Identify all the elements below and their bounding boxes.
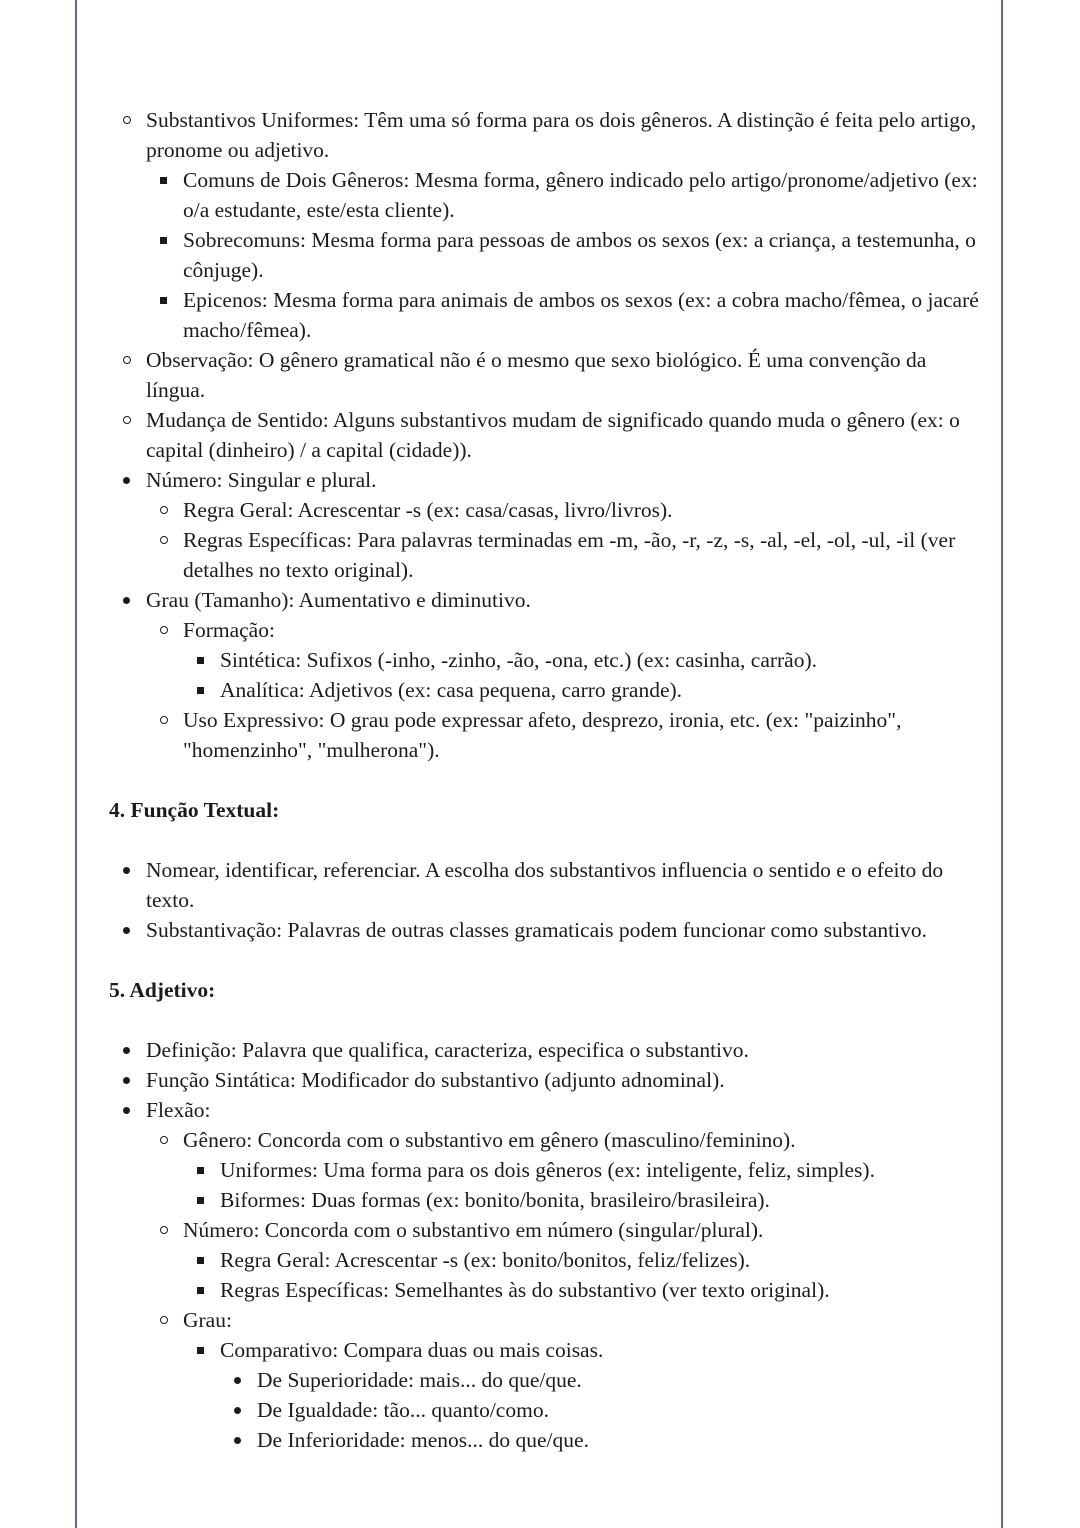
list-item: [146, 285, 979, 345]
list-item-text: Definição: Palavra que qualifica, caracteriza, especifica o substantivo.: [146, 1038, 749, 1062]
list-item-text: De Inferioridade: menos... do que/que.: [257, 1428, 589, 1452]
substantivo-flexao-list: [109, 465, 979, 765]
list-item: [146, 525, 979, 585]
list-item: [220, 1425, 979, 1455]
list-item: [146, 615, 979, 705]
uniformes-sub-list: [146, 165, 979, 345]
list-item-text: Mudança de Sentido: Alguns substantivos mudam de significado quando muda o gênero (ex: o capital (dinheiro) / a capital (cidade)).: [146, 408, 960, 462]
list-item-text: Epicenos: Mesma forma para animais de ambos os sexos (ex: a cobra macho/fêmea, o jacaré macho/fêmea).: [183, 288, 979, 342]
list-item-text: Comparativo: Compara duas ou mais coisas.: [220, 1338, 604, 1362]
list-item-text: Flexão:: [146, 1098, 211, 1122]
list-item: [146, 225, 979, 285]
list-item: [183, 1185, 979, 1215]
list-item-text: Uniformes: Uma forma para os dois gêneros (ex: inteligente, feliz, simples).: [220, 1158, 875, 1182]
list-item: [183, 1155, 979, 1185]
flexao-item: [109, 1095, 979, 1455]
grau-item: [109, 585, 979, 765]
list-item-text: Substantivos Uniformes: Têm uma só forma para os dois gêneros. A distinção é feita pelo artigo, pronome ou adjetivo.: [146, 108, 977, 162]
list-item: [109, 1065, 979, 1095]
list-item-text: Função Sintática: Modificador do substantivo (adjunto adnominal).: [146, 1068, 725, 1092]
grau-adj-sub-list: [183, 1335, 979, 1455]
list-item-text: De Superioridade: mais... do que/que.: [257, 1368, 582, 1392]
list-item: [146, 1125, 979, 1215]
numero-adj-sub-list: [183, 1245, 979, 1305]
grau-sub-list: [146, 615, 979, 765]
list-item: [183, 1245, 979, 1275]
list-item: [109, 345, 979, 405]
list-item: [109, 1035, 979, 1065]
list-item: [220, 1365, 979, 1395]
list-item: [183, 1335, 979, 1455]
list-item: [146, 495, 979, 525]
list-item: [109, 915, 979, 945]
list-item: [146, 1305, 979, 1455]
document-content: [109, 105, 979, 1455]
genero-continuation-list: [109, 105, 979, 465]
section-5-list: [109, 1035, 979, 1455]
list-item: [109, 105, 979, 345]
section-5-heading: 5. Adjetivo:: [109, 978, 216, 1002]
list-item-text: Uso Expressivo: O grau pode expressar afeto, desprezo, ironia, etc. (ex: "paizinho", "homenzinho", "mulherona").: [183, 708, 902, 762]
list-item: [146, 1215, 979, 1305]
list-item-text: Biformes: Duas formas (ex: bonito/bonita, brasileiro/brasileira).: [220, 1188, 770, 1212]
genero-sub-list: [183, 1155, 979, 1215]
flexao-sub-list: [146, 1125, 979, 1455]
list-item: [220, 1395, 979, 1425]
list-item-text: Grau:: [183, 1308, 232, 1332]
list-item-text: Número: Concorda com o substantivo em número (singular/plural).: [183, 1218, 764, 1242]
list-item-text: De Igualdade: tão... quanto/como.: [257, 1398, 549, 1422]
list-item-text: Regra Geral: Acrescentar -s (ex: casa/casas, livro/livros).: [183, 498, 673, 522]
list-item: [183, 645, 979, 675]
list-item-text: Sobrecomuns: Mesma forma para pessoas de ambos os sexos (ex: a criança, a testemunha, o cônjuge).: [183, 228, 976, 282]
list-item-text: Regra Geral: Acrescentar -s (ex: bonito/bonitos, feliz/felizes).: [220, 1248, 751, 1272]
list-item: [146, 165, 979, 225]
list-item-text: Comuns de Dois Gêneros: Mesma forma, gênero indicado pelo artigo/pronome/adjetivo (ex: o/a estudante, este/esta cliente).: [183, 168, 978, 222]
comparativo-sub-list: [220, 1365, 979, 1455]
numero-sub-list: [146, 495, 979, 585]
list-item-text: Gênero: Concorda com o substantivo em gênero (masculino/feminino).: [183, 1128, 796, 1152]
list-item-text: Número: Singular e plural.: [146, 468, 377, 492]
list-item-text: Formação:: [183, 618, 275, 642]
list-item-text: Grau (Tamanho): Aumentativo e diminutivo.: [146, 588, 531, 612]
list-item: [109, 855, 979, 915]
list-item-text: Regras Específicas: Para palavras terminadas em -m, -ão, -r, -z, -s, -al, -el, -ol, -ul, -il (ver detalhes no texto original).: [183, 528, 956, 582]
list-item-text: Analítica: Adjetivos (ex: casa pequena, carro grande).: [220, 678, 683, 702]
list-item-text: Sintética: Sufixos (-inho, -zinho, -ão, -ona, etc.) (ex: casinha, carrão).: [220, 648, 818, 672]
list-item: [183, 675, 979, 705]
list-item-text: Observação: O gênero gramatical não é o mesmo que sexo biológico. É uma convenção da língua.: [146, 348, 927, 402]
list-item: [109, 405, 979, 465]
list-item-text: Nomear, identificar, referenciar. A escolha dos substantivos influencia o sentido e o efeito do texto.: [146, 858, 944, 912]
list-item: [146, 705, 979, 765]
numero-item: [109, 465, 979, 585]
document-page: [75, 0, 1003, 1528]
formacao-sub-list: [183, 645, 979, 705]
section-4-heading: 4. Função Textual:: [109, 798, 280, 822]
list-item-text: Substantivação: Palavras de outras classes gramaticais podem funcionar como substantivo.: [146, 918, 927, 942]
list-item: [183, 1275, 979, 1305]
list-item-text: Regras Específicas: Semelhantes às do substantivo (ver texto original).: [220, 1278, 830, 1302]
section-4-list: [109, 855, 979, 945]
